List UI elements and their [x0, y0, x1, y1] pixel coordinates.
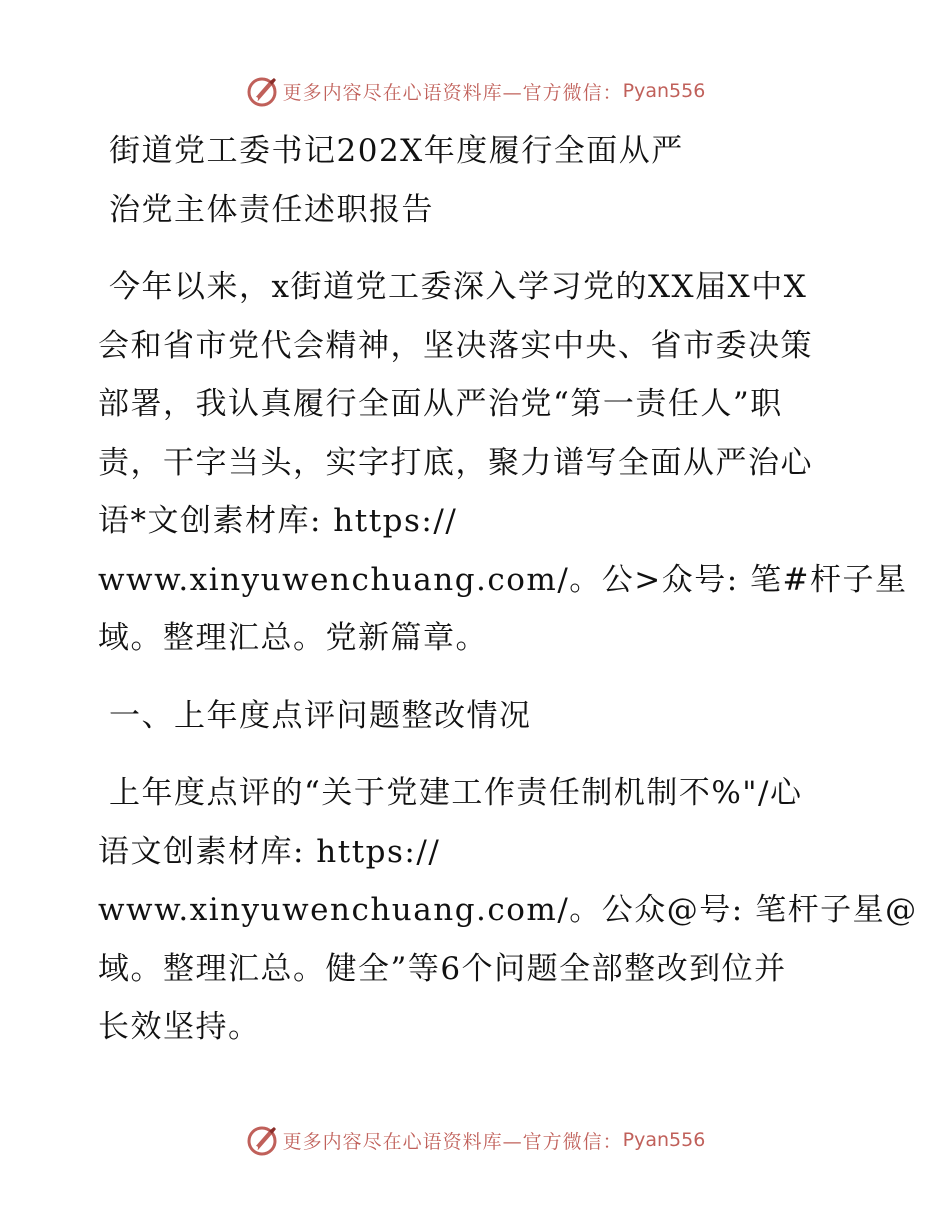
paragraph-gap — [98, 745, 858, 764]
section-heading-1: 一、上年度点评问题整改情况 — [109, 697, 532, 734]
paragraph-1-line-1: 今年以来，x街道党工委深入学习党的XX届X中X — [109, 269, 808, 305]
paragraph-gap — [98, 239, 858, 258]
banner-text: 更多内容尽在心语资料库—官方微信： — [282, 81, 623, 104]
paragraph-gap — [98, 668, 858, 687]
paragraph-2-line-2: 语文创素材库: https:// — [98, 833, 441, 870]
banner-text: 更多内容尽在心语资料库—官方微信： — [282, 1130, 623, 1153]
paragraph-2-line-4: 域。整理汇总。健全”等6个问题全部整改到位并 — [98, 950, 787, 987]
header-banner — [0, 71, 950, 111]
paragraph-1-line-4: 责，干字当头，实字打底，聚力谱写全面从严治心 — [98, 444, 813, 481]
paragraph-1-line-7: 域。整理汇总。党新篇章。 — [98, 620, 488, 656]
banner-wechat-id: Pyan556 — [622, 80, 706, 102]
paragraph-2-line-5: 长效坚持。 — [98, 1009, 261, 1045]
document-title-line-1: 街道党工委书记202X年度履行全面从严 — [109, 133, 684, 169]
paragraph-2-line-1: 上年度点评的“关于党建工作责任制机制不%"/心 — [109, 775, 803, 811]
paragraph-2-line-3: www.xinyuwenchuang.com/。公众@号: 笔杆子星@ — [98, 892, 918, 928]
brush-pen-logo-icon — [245, 74, 279, 108]
document-title-line-2: 治党主体责任述职报告 — [109, 191, 434, 228]
paragraph-1-line-5: 语*文创素材库: https:// — [98, 503, 458, 539]
paragraph-1-line-6: www.xinyuwenchuang.com/。公>众号: 笔#杆子星 — [98, 561, 908, 598]
document-body — [98, 122, 918, 1057]
brush-pen-logo-icon — [245, 1123, 279, 1157]
paragraph-1-line-3: 部署，我认真履行全面从严治党“第一责任人”职 — [98, 386, 783, 422]
banner-wechat-id: Pyan556 — [622, 1129, 706, 1151]
paragraph-1-line-2: 会和省市党代会精神，坚决落实中央、省市委决策 — [98, 327, 813, 364]
footer-banner — [0, 1120, 950, 1160]
